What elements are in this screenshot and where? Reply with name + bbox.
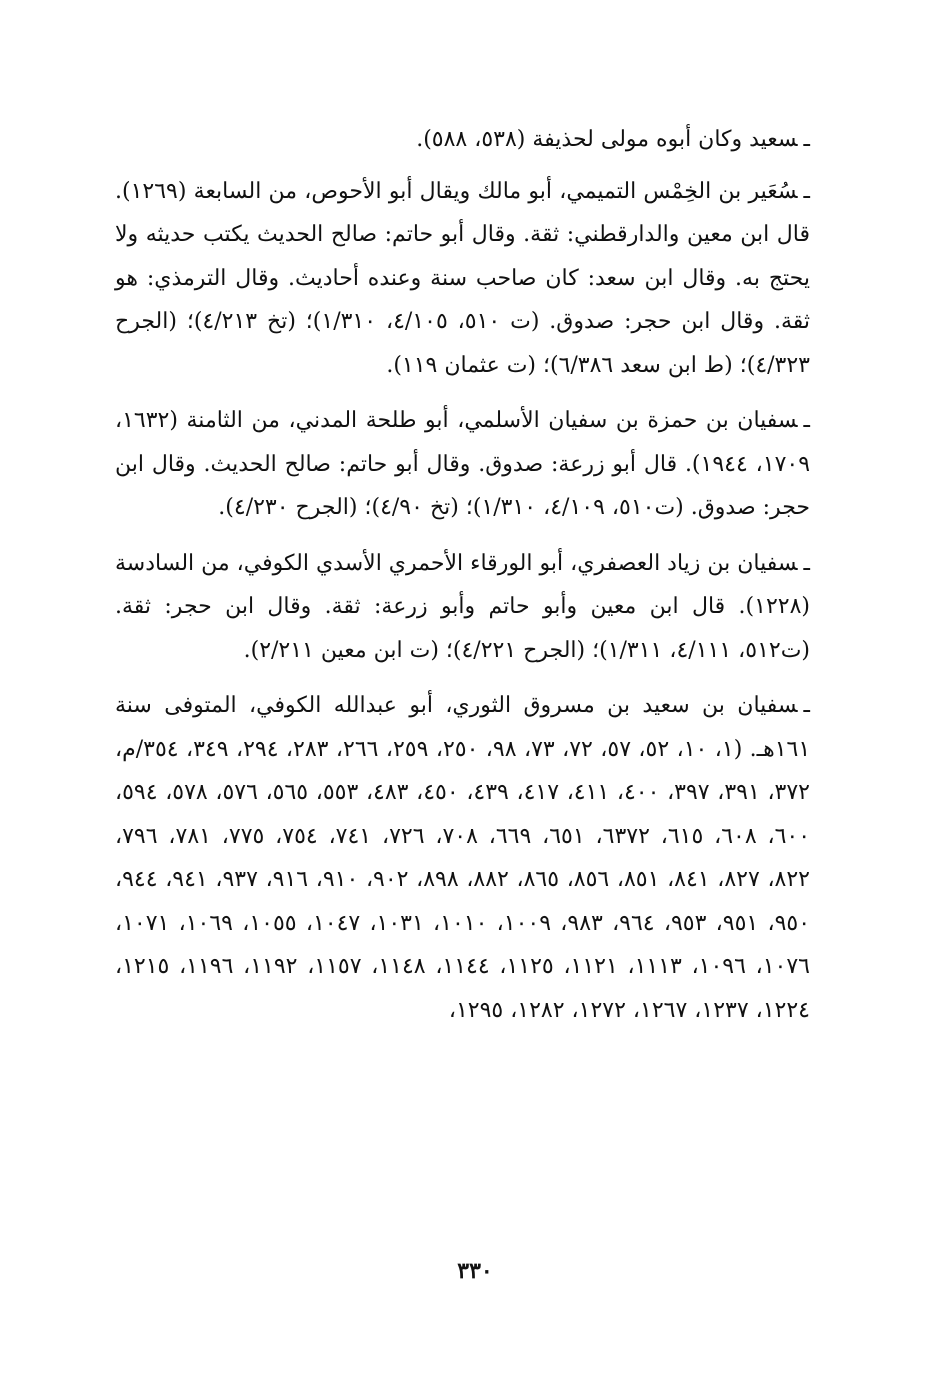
page-number: ٣٣٠ — [457, 1258, 493, 1284]
entry-text: سُعَير بن الخِمْس التميمي، أبو مالك ويقال أبو الأحوص، من السابعة (١٢٦٩). قال ابن معين والدارقطني: ثقة. وقال أبو حاتم: صالح الحديث يكتب حديثه ولا يحتج به. وقال ابن سعد: كان صاحب سنة وعنده أحاديث. وقال الترمذي: هو ثقة. وقال ابن حجر: صدوق. (ت ٥١٠، ٤/١٠٥، ١/٣١٠)؛ (تخ ٤/٢١٣)؛ (الجرح ٤/٣٢٣)؛ (ط ابن سعد ٦/٣٨٦)؛ (ت عثمان ١١٩). — [115, 178, 811, 378]
entry-dash: ـ — [803, 408, 810, 433]
entry-text: سعيد وكان أبوه مولى لحذيفة (٥٣٨، ٥٨٨). — [416, 127, 798, 152]
entry-dash: ـ — [803, 550, 810, 576]
entry-dash: ـ — [803, 178, 810, 204]
entries-list — [115, 118, 810, 1044]
entry-said — [115, 118, 810, 162]
entry-sufyan-hamza — [115, 399, 810, 530]
entry-sufyan-ziyad — [115, 542, 810, 673]
entry-text: سفيان بن حمزة بن سفيان الأسلمي، أبو طلحة المدني، من الثامنة (١٦٣٢، ١٧٠٩، ١٩٤٤). قال أبو زرعة: صدوق. وقال أبو حاتم: صالح الحديث. وقال ابن حجر: صدوق. (ت٥١٠، ٤/١٠٩، ١/٣١٠)؛ (تخ ٤/٩٠)؛ (الجرح ٤/٢٣٠). — [115, 408, 811, 520]
entry-dash: ـ — [803, 127, 810, 152]
entry-text: سفيان بن زياد العصفري، أبو الورقاء الأحمري الأسدي الكوفي، من السادسة (١٢٢٨). قال ابن معين وأبو حاتم وأبو زرعة: ثقة. وقال ابن حجر: ثقة. (ت٥١٢، ٤/١١١، ١/٣١١)؛ (الجرح ٤/٢٢١)؛ (ت ابن معين ٢/٢١١). — [114, 550, 810, 663]
entry-sufyan-thawri — [115, 684, 810, 1032]
entry-suayr — [115, 170, 810, 388]
entry-text: سفيان بن سعيد بن مسروق الثوري، أبو عبدالله الكوفي، المتوفى سنة ١٦١هـ. (١، ١٠، ٥٢، ٥٧، ٧٢، ٧٣، ٩٨، ٢٥٠، ٢٥٩، ٢٦٦، ٢٨٣، ٢٩٤، ٣٤٩، ٣٥٤/م، ٣٧٢، ٣٩١، ٣٩٧، ٤٠٠، ٤١١، ٤١٧، ٤٣٩، ٤٥٠، ٤٨٣، ٥٥٣، ٥٦٥، ٥٧٦، ٥٧٨، ٥٩٤، ٦٠٠، ٦٠٨، ٦١٥، ٦٣٧٢، ٦٥١، ٦٦٩، ٧٠٨، ٧٢٦، ٧٤١، ٧٥٤، ٧٧٥، ٧٨١، ٧٩٦، ٨٢٢، ٨٢٧، ٨٤١، ٨٥١، ٨٥٦، ٨٦٥، ٨٨٢، ٨٩٨، ٩٠٢، ٩١٠، ٩١٦، ٩٣٧، ٩٤١، ٩٤٤، ٩٥٠، ٩٥١، ٩٥٣، ٩٦٤، ٩٨٣، ١٠٠٩، ١٠١٠، ١٠٣١، ١٠٤٧، ١٠٥٥، ١٠٦٩، ١٠٧١، ١٠٧٦، ١٠٩٦، ١١١٣، ١١٢١، ١١٢٥، ١١٤٤، ١١٤٨، ١١٥٧، ١١٩٢، ١١٩٦، ١٢١٥، ١٢٢٤، ١٢٣٧، ١٢٦٧، ١٢٧٢، ١٢٨٢، ١٢٩٥، — [115, 693, 811, 1023]
entry-dash: ـ — [803, 693, 810, 718]
